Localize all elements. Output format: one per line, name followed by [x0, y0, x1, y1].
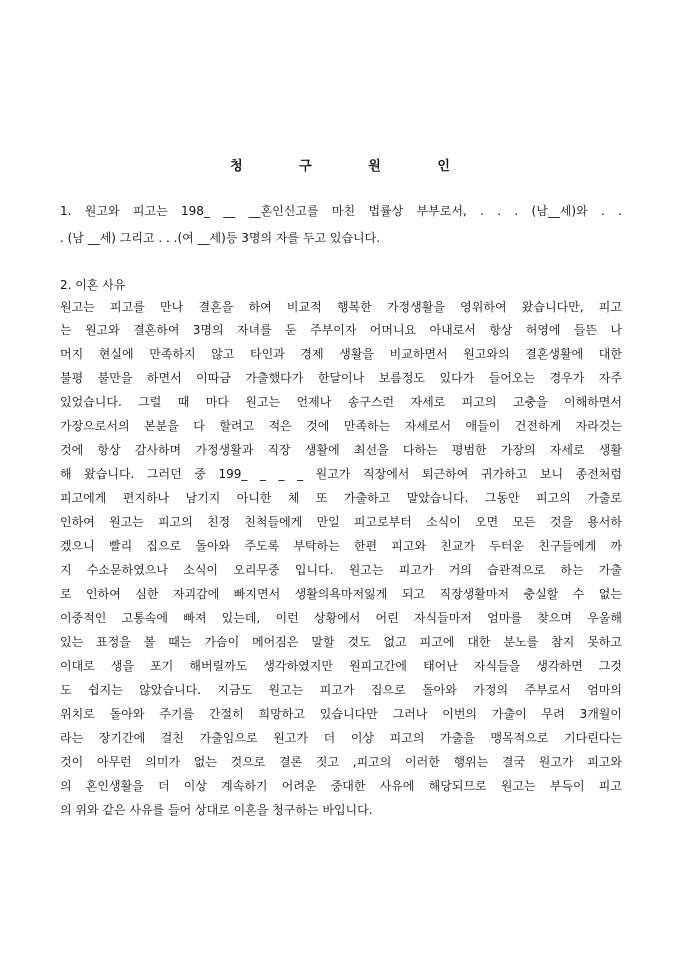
section2-heading: 2. 이혼 사유: [60, 278, 126, 292]
body-line: 이대로 생을 포기 해버릴까도 생각하였지만 원피고간에 태어난 자식들을 생각하면 그것: [60, 659, 622, 673]
body-line: 는 원고와 결혼하여 3명의 자녀를 둔 주부이자 어머니요 아내로서 항상 허영에 들뜬 나: [60, 323, 622, 337]
document-title: 청 구 원 인: [230, 159, 476, 174]
body-line: 것에 항상 감사하며 가정생활과 직장 생활에 최선을 다하는 평범한 가장의 자세로 생활: [60, 443, 622, 457]
body-line: 도 쉽지는 않았습니다. 지금도 원고는 피고가 집으로 돌아와 가정의 주부로서 엄마의: [60, 683, 622, 697]
body-line: 이중적인 고통속에 빠져 있는데, 이런 상황에서 어린 자식들마저 엄마를 찾으며 우울해: [60, 611, 622, 625]
body-line: 위치로 돌아와 주기를 간절히 희망하고 있습니다만 그러나 이번의 가출이 무려 3개월이: [60, 707, 622, 721]
body-line: 가장으로서의 본분을 다 할려고 적은 것에 만족하는 자세로서 애들이 건전하게 자라것는: [60, 419, 622, 433]
body-line: 의 혼인생활을 더 이상 계속하기 어려운 중대한 사유에 해당되므로 원고는 부득이 피고: [60, 779, 622, 793]
body-line: 불평 불만을 하면서 이따금 가출했다가 한달이나 보름정도 있다가 들어오는 경우가 자주: [60, 371, 622, 385]
body-line: 있는 표정을 볼 때는 가슴이 메어짐은 말할 것도 없고 피고에 대한 분노를 참지 못하고: [60, 635, 622, 649]
body-line: 겠으니 빨리 집으로 돌아와 주도록 부탁하는 한편 피고와 친교가 두터운 친구들에게 까: [60, 539, 622, 553]
body-line: 것이 아무런 의미가 없는 것으로 결론 짓고 ,피고의 이러한 행위는 결국 원고가 피고와: [60, 755, 622, 769]
body-line: 라는 장기간에 걸친 가출임으로 원고가 더 이상 피고의 가출을 맹목적으로 기다린다는: [60, 731, 622, 745]
body-line: 머지 현실에 만족하지 않고 타인과 경제 생활을 비교하면서 원고와의 결혼생활에 대한: [60, 347, 622, 361]
body-line: 해 왔습니다. 그러던 중 199_ _ _ _ 원고가 직장에서 퇴근하여 귀가하고 보니 종전처럼: [60, 467, 622, 481]
body-line: 의 위와 같은 사유를 들어 상대로 이혼을 청구하는 바입니다.: [60, 803, 373, 817]
body-line: 피고에게 편지하나 남기지 아니한 체 또 가출하고 말았습니다. 그동안 피고의 가출로: [60, 491, 622, 505]
section1-line-1: 1. 원고와 피고는 198_ __ __혼인신고를 마친 법률상 부부로서, . . . (남__세)와 . .: [60, 204, 622, 218]
body-line: 있었습니다. 그럴 때 마다 원고는 언제나 송구스런 자세로 피고의 고충을 이해하면서: [60, 395, 622, 409]
body-line: 지 수소문하였으나 소식이 오리무중 입니다. 원고는 피고가 거의 습관적으로 하는 가출: [60, 563, 622, 577]
body-line: 원고는 피고를 만나 결혼을 하여 비교적 행복한 가정생활을 영위하여 왔습니다만, 피고: [60, 300, 622, 314]
body-line: 인하여 원고는 피고의 친정 친척들에게 만일 피고로부터 소식이 오면 모든 것을 용서하: [60, 515, 622, 529]
body-line: 로 인하여 심한 자괴감에 빠지면서 생활의욕마저잃게 되고 직장생활마저 충실할 수 없는: [60, 587, 622, 601]
section1-line-2: . (남 __세) 그리고 . . .(여 __세)등 3명의 자를 두고 있습니다.: [60, 231, 381, 245]
